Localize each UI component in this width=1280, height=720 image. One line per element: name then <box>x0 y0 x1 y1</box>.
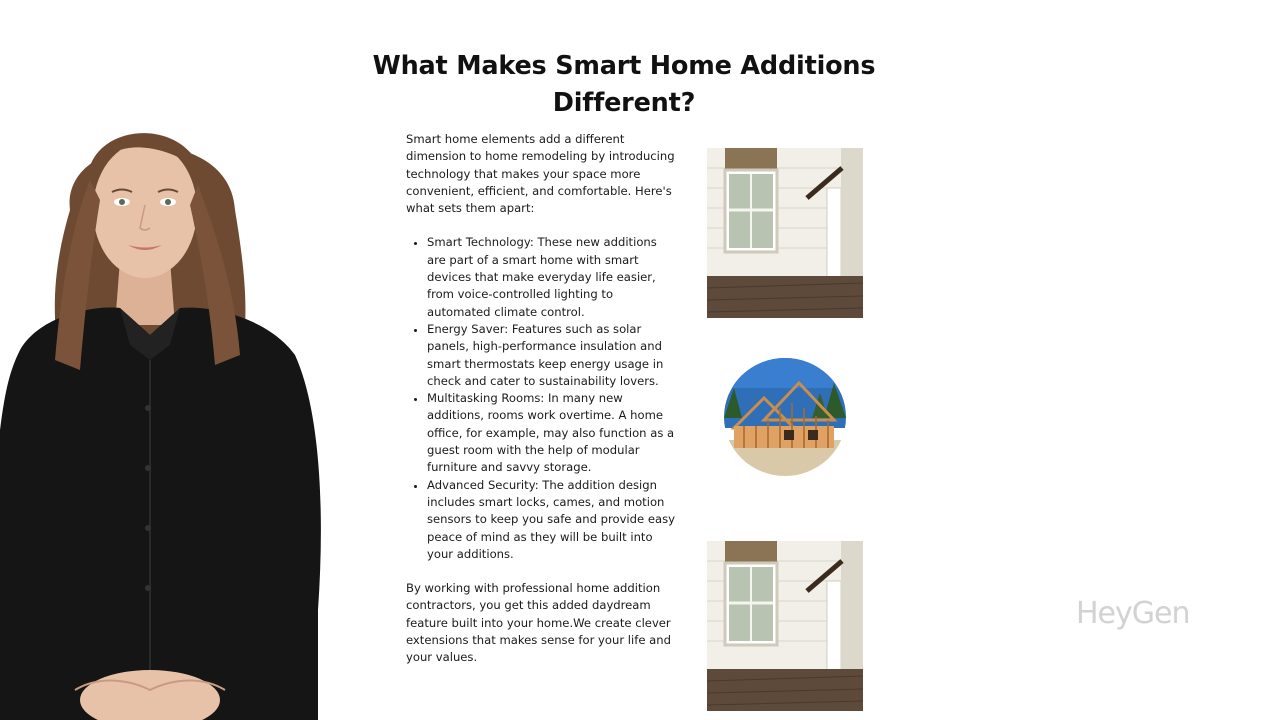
intro-paragraph: Smart home elements add a different dimension to home remodeling by introducing technology that makes your space more convenient, efficient, and comfortable. Here's what sets them apart: <box>406 132 675 216</box>
sunroom-photo-bottom <box>707 541 863 711</box>
closing-paragraph: By working with professional home addition contractors, you get this added daydream feature built into your home.We create clever extensions that makes sense for your life and your values. <box>406 581 671 665</box>
slide-body <box>406 131 678 667</box>
feature-advanced-security: • Advanced Security: The addition design includes smart locks, cames, and motion sensors to keep you safe and provide easy peace of mind as they will be built into your additions. <box>427 477 678 563</box>
feature-list <box>406 234 678 563</box>
feature-smart-technology: • Smart Technology: These new additions are part of a smart home with smart devices that make everyday life easier, from voice-controlled lighting to automated climate control. <box>427 234 678 320</box>
feature-multitasking-rooms: • Multitasking Rooms: In many new additions, rooms work overtime. A home office, for example, may also function as a guest room with the help of modular furniture and savvy storage. <box>427 390 678 476</box>
slide-title: What Makes Smart Home Additions Different? <box>372 51 876 118</box>
feature-energy-saver: • Energy Saver: Features such as solar panels, high-performance insulation and smart thermostats keep energy usage in check and cater to sustainability lovers. <box>427 321 678 390</box>
house-framing-photo <box>724 358 846 476</box>
heygen-watermark: HeyGen <box>1076 596 1190 631</box>
sunroom-photo-top <box>707 148 863 318</box>
presenter-avatar <box>0 90 330 720</box>
